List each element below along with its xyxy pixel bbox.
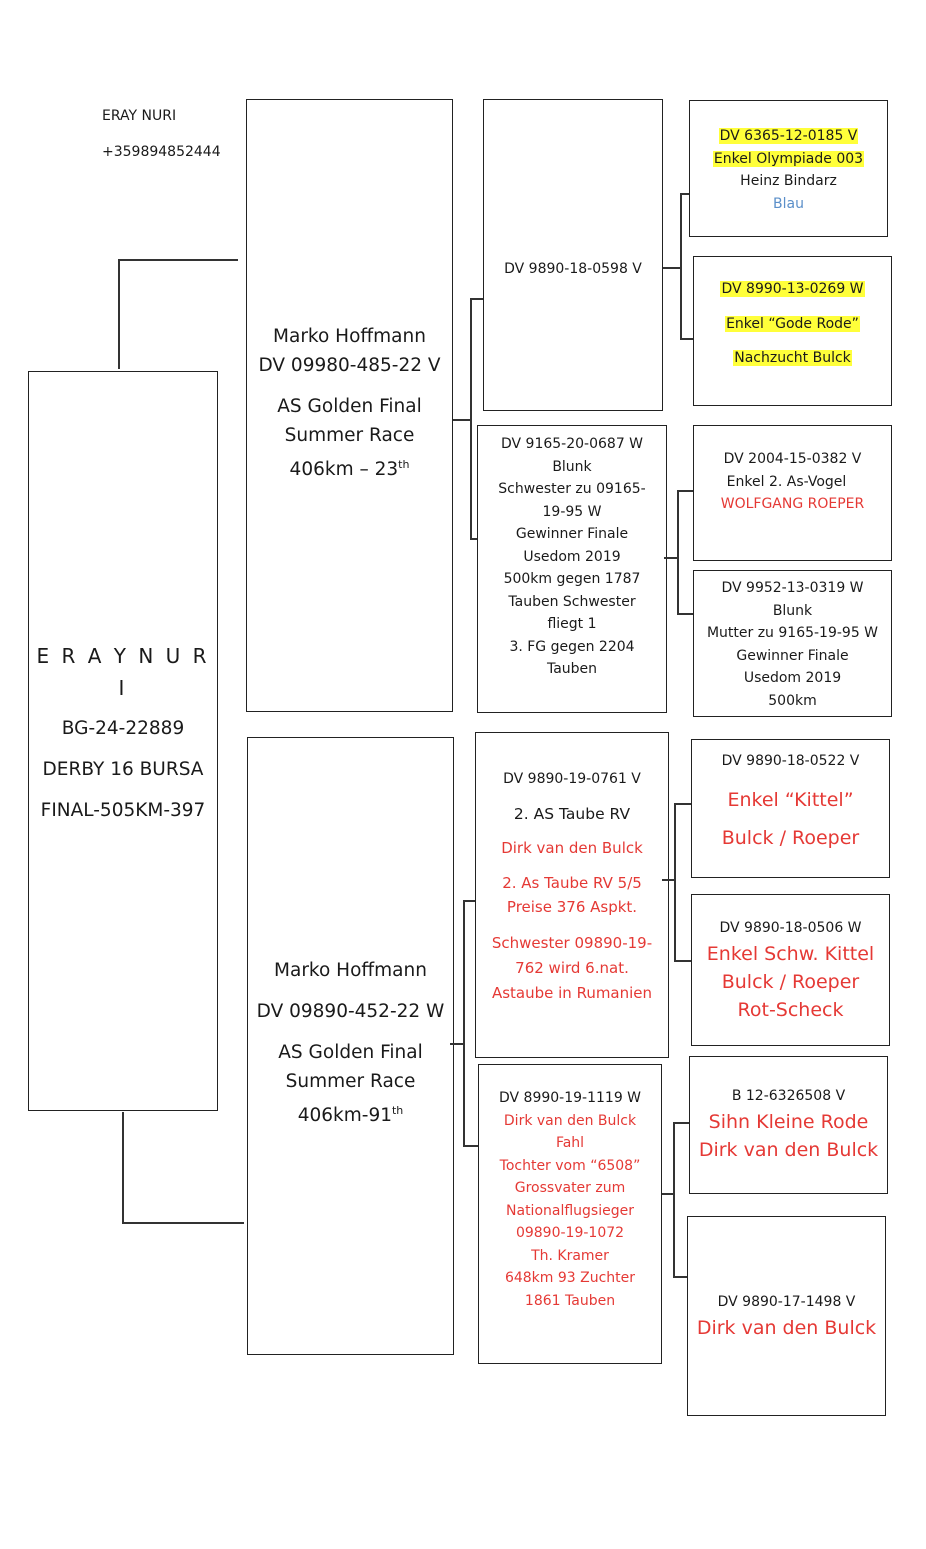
dam-dam-line: 1861 Tauben [524, 1292, 616, 1309]
dam-ring: DV 09890-452-22 W [256, 1001, 445, 1022]
dam-sire-award1: 2. As Taube RV 5/5 [502, 873, 642, 892]
connector [680, 193, 682, 339]
connector [673, 1122, 689, 1124]
ggp-card-5 [691, 739, 890, 878]
owner-phone: +359894852444 [102, 144, 221, 160]
ggp-card-1 [689, 100, 888, 237]
sire-card [246, 99, 453, 712]
connector [122, 1222, 244, 1224]
dam-sire-note: 762 wird 6.nat. [515, 958, 629, 977]
sire-dam-line: 500km gegen 1787 [503, 571, 641, 587]
connector [677, 490, 694, 492]
dam-breeder: Marko Hoffmann [274, 960, 427, 981]
dam-dam-line: 648km 93 Zuchter [504, 1270, 636, 1286]
ggp3-name: Enkel 2. As-Vogel [726, 473, 847, 490]
connector [663, 267, 681, 269]
dam-sire-title: 2. AS Taube RV [513, 804, 631, 823]
connector [673, 1276, 687, 1278]
ggp-card-6 [691, 894, 890, 1046]
dam-sire-card [475, 732, 669, 1058]
sire-sire-ring: DV 9890-18-0598 V [504, 261, 642, 277]
ggp4-line: Usedom 2019 [743, 670, 842, 686]
dam-dam-line: Grossvater zum [514, 1180, 626, 1196]
dam-dam-line: 09890-19-1072 [515, 1225, 625, 1241]
owner-name: ERAY NURI [102, 108, 177, 124]
connector [122, 1112, 124, 1224]
ggp1-breeder: Heinz Bindarz [740, 173, 837, 189]
connector [677, 490, 679, 614]
sire-dam-line: 3. FG gegen 2204 [509, 638, 635, 655]
sire-dam-line: DV 9165-20-0687 W [500, 436, 644, 452]
dam-dam-card [478, 1064, 662, 1364]
dam-sire-note: Schwester 09890-19- [491, 933, 653, 952]
sire-dam-line: fliegt 1 [547, 616, 597, 632]
ggp-card-3 [693, 425, 892, 561]
dam-dam-line: Th. Kramer [531, 1247, 609, 1264]
ggp3-ring: DV 2004-15-0382 V [723, 451, 862, 467]
connector [677, 613, 694, 615]
dam-card [247, 737, 454, 1355]
subject-race: DERBY 16 BURSA [42, 759, 204, 780]
ggp1-ring: DV 6365-12-0185 V [719, 128, 858, 144]
connector [470, 298, 472, 540]
ggp6-ring: DV 9890-18-0506 W [719, 920, 862, 936]
sire-race1: AS Golden Final [277, 396, 422, 417]
ggp2-note: Nachzucht Bulck [734, 350, 851, 366]
subject-result: FINAL-505KM-397 [40, 800, 206, 821]
connector [463, 900, 465, 1146]
ggp6-name: Enkel Schw. Kittel [706, 942, 875, 965]
ggp-card-8 [687, 1216, 886, 1416]
dam-dam-line: Nationalflugsieger [506, 1202, 634, 1219]
connector [680, 338, 694, 340]
ggp5-ring: DV 9890-18-0522 V [721, 753, 860, 769]
sire-dam-line: Tauben [546, 661, 598, 677]
ggp4-line: Gewinner Finale [736, 647, 849, 664]
connector [118, 259, 238, 261]
dam-dam-line: Tochter vom “6508” [499, 1157, 641, 1174]
sire-race2: Summer Race [284, 425, 415, 446]
sire-dam-line: Schwester zu 09165- [498, 481, 646, 497]
subject-ring: BG-24-22889 [61, 718, 185, 739]
ggp7-breeder: Dirk van den Bulck [698, 1138, 879, 1161]
ggp6-breeder: Bulck / Roeper [721, 970, 860, 993]
sire-dam-card [477, 425, 667, 713]
subject-card [28, 371, 218, 1111]
connector [674, 803, 692, 805]
ggp7-name: Sihn Kleine Rode [708, 1110, 869, 1133]
ggp4-line: 500km [768, 692, 817, 709]
dam-dam-ring: DV 8990-19-1119 W [498, 1090, 642, 1106]
dam-dam-line: Dirk van den Bulck [503, 1112, 637, 1129]
dam-sire-breeder: Dirk van den Bulck [501, 838, 643, 857]
ggp5-breeder: Bulck / Roeper [721, 826, 860, 849]
ggp3-breeder: WOLFGANG ROEPER [720, 496, 865, 512]
ggp8-ring: DV 9890-17-1498 V [717, 1294, 856, 1310]
ggp-card-4 [693, 570, 892, 717]
ggp7-ring: B 12-6326508 V [731, 1088, 846, 1104]
ggp4-line: Mutter zu 9165-19-95 W [706, 625, 879, 641]
ggp8-breeder: Dirk van den Bulck [696, 1316, 877, 1339]
connector [673, 1122, 675, 1278]
sire-dam-line: Tauben Schwester [508, 593, 636, 610]
sire-ring: DV 09980-485-22 V [258, 355, 441, 376]
connector [453, 419, 471, 421]
ggp-card-7 [689, 1056, 888, 1194]
sire-result: 406km – 23th [289, 458, 410, 481]
sire-breeder: Marko Hoffmann [273, 326, 426, 347]
dam-race2: Summer Race [285, 1071, 416, 1092]
ggp1-name: Enkel Olympiade 003 [713, 150, 864, 167]
sire-dam-line: 19-95 W [542, 503, 602, 520]
ggp4-line: DV 9952-13-0319 W [721, 580, 864, 596]
dam-sire-ring: DV 9890-19-0761 V [503, 771, 641, 787]
connector [674, 960, 692, 962]
ggp5-name: Enkel “Kittel” [727, 788, 854, 811]
connector [463, 1145, 479, 1147]
ggp4-line: Blunk [772, 602, 813, 619]
ggp-card-2 [693, 256, 892, 406]
subject-name: E R A Y N U R I [36, 644, 210, 700]
dam-result: 406km-91th [297, 1104, 404, 1127]
ggp2-ring: DV 8990-13-0269 W [721, 281, 864, 297]
sire-dam-line: Gewinner Finale [515, 526, 629, 542]
ggp1-color: Blau [773, 195, 804, 212]
dam-sire-note: Astaube in Rumanien [491, 983, 653, 1002]
connector [674, 803, 676, 961]
connector [470, 298, 484, 300]
sire-dam-line: Blunk [552, 458, 592, 475]
ggp2-name: Enkel “Gode Rode” [726, 315, 859, 332]
sire-dam-line: Usedom 2019 [523, 548, 621, 565]
connector [118, 259, 120, 369]
dam-sire-award2: Preise 376 Aspkt. [506, 897, 638, 916]
dam-race1: AS Golden Final [278, 1042, 423, 1063]
ggp6-color: Rot-Scheck [737, 998, 844, 1021]
dam-dam-line: Fahl [555, 1135, 585, 1151]
sire-sire-card [483, 99, 663, 411]
